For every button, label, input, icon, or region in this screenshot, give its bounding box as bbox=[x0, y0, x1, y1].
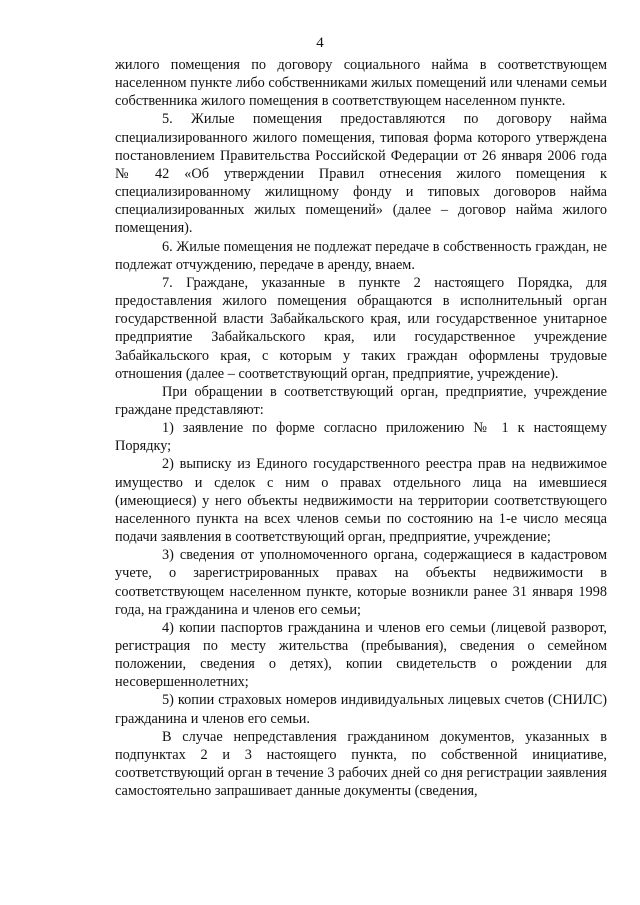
list-item-2: 2) выписку из Единого государственного реестра прав на недвижимое имущество и сделок с ним о правах отдельного лица на имевшиеся (имеющиеся) у него объекты недвижимости на территории соответствующего населенного пункта на всех членов семьи по состоянию на 1-е число месяца подачи заявления в соответствующий орган, предприятие, учреждение; bbox=[115, 456, 607, 546]
list-item-4: 4) копии паспортов гражданина и членов его семьи (лицевой разворот, регистрация по месту жительства (пребывания), сведения о семейном положении, сведения о детях), копии свидетельств о рождении для несовершеннолетних; bbox=[115, 619, 607, 691]
paragraph-item-7: 7. Граждане, указанные в пункте 2 настоящего Порядка, для предоставления жилого помещения обращаются в исполнительный орган государственной власти Забайкальского края, или государственное унитарное предприятие Забайкальского края, или государственное учреждение Забайкальского края, с которым у таких граждан оформлены трудовые отношения (далее – соответствующий орган, предприятие, учреждение). bbox=[115, 274, 607, 382]
list-item-3: 3) сведения от уполномоченного органа, содержащиеся в кадастровом учете, о зарегистрированных правах на объекты недвижимости в соответствующем населенном пункте, которые возникли ранее 31 января 1998 года, на гражданина и членов его семьи; bbox=[115, 547, 607, 618]
paragraph-item-6: 6. Жилые помещения не подлежат передаче в собственность граждан, не подлежат отчуждению, передаче в аренду, внаем. bbox=[115, 238, 607, 273]
list-item-5: 5) копии страховых номеров индивидуальных лицевых счетов (СНИЛС) гражданина и членов его семьи. bbox=[115, 692, 607, 727]
list-item-1: 1) заявление по форме согласно приложению № 1 к настоящему Порядку; bbox=[115, 420, 607, 455]
paragraph-documents-intro: При обращении в соответствующий орган, предприятие, учреждение граждане представляют: bbox=[115, 383, 607, 418]
paragraph-continuation: жилого помещения по договору социального найма в соответствующем населенном пункте либо собственниками жилых помещений или членами семьи собственника жилого помещения в соответствующем населенном пункте. bbox=[115, 57, 607, 110]
paragraph-item-5: 5. Жилые помещения предоставляются по договору найма специализированного жилого помещения, типовая форма которого утверждена постановлением Правительства Российской Федерации от 26 января 2006 года № 42 «Об утверждении Правил отнесения жилого помещения к специализированному жилищному фонду и типовых договоров найма специализированных жилых помещений» (далее – договор найма жилого помещения). bbox=[115, 111, 607, 237]
document-body bbox=[115, 56, 607, 800]
page-number: 4 bbox=[316, 35, 324, 51]
paragraph-non-submission: В случае непредставления гражданином документов, указанных в подпунктах 2 и 3 настоящего пункта, по собственной инициативе, соответствующий орган в течение 3 рабочих дней со дня регистрации заявления самостоятельно запрашивает данные документы (сведения, bbox=[115, 728, 607, 800]
